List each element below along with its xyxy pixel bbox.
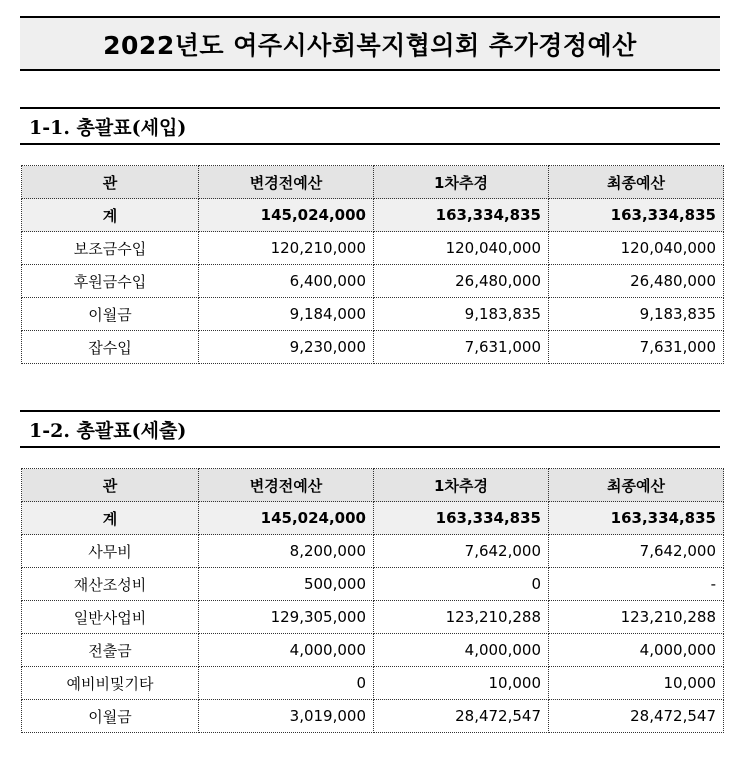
col-header-first-supp: 1차추경: [374, 469, 549, 502]
table-row-total: [22, 199, 724, 232]
row-final: 120,040,000: [549, 232, 724, 265]
col-header-final: 최종예산: [549, 166, 724, 199]
row-first-supp: 163,334,835: [374, 199, 549, 232]
row-final: 7,631,000: [549, 331, 724, 364]
row-first-supp: 4,000,000: [374, 634, 549, 667]
col-header-first-supp: 1차추경: [374, 166, 549, 199]
table-row: [22, 634, 724, 667]
row-first-supp: 7,631,000: [374, 331, 549, 364]
row-name: 이월금: [22, 700, 199, 733]
row-first-supp: 7,642,000: [374, 535, 549, 568]
row-final: 26,480,000: [549, 265, 724, 298]
col-header-before: 변경전예산: [199, 469, 374, 502]
row-before: 500,000: [199, 568, 374, 601]
table-row: [22, 331, 724, 364]
row-final: 163,334,835: [549, 502, 724, 535]
row-first-supp: 26,480,000: [374, 265, 549, 298]
row-before: 145,024,000: [199, 502, 374, 535]
row-before: 129,305,000: [199, 601, 374, 634]
row-name: 보조금수입: [22, 232, 199, 265]
expenditure-section-heading: [20, 410, 720, 448]
col-header-before: 변경전예산: [199, 166, 374, 199]
document-title-box: [20, 16, 720, 71]
table-row: [22, 667, 724, 700]
col-header-category: 관: [22, 166, 199, 199]
col-header-final: 최종예산: [549, 469, 724, 502]
row-before: 9,230,000: [199, 331, 374, 364]
row-name: 잡수입: [22, 331, 199, 364]
row-name: 이월금: [22, 298, 199, 331]
row-name: 일반사업비: [22, 601, 199, 634]
row-before: 9,184,000: [199, 298, 374, 331]
row-before: 8,200,000: [199, 535, 374, 568]
row-name: 전출금: [22, 634, 199, 667]
row-first-supp: 120,040,000: [374, 232, 549, 265]
table-row: [22, 601, 724, 634]
row-first-supp: 10,000: [374, 667, 549, 700]
row-final: 9,183,835: [549, 298, 724, 331]
row-first-supp: 28,472,547: [374, 700, 549, 733]
row-before: 6,400,000: [199, 265, 374, 298]
table-header-row: [22, 469, 724, 502]
row-name: 사무비: [22, 535, 199, 568]
row-name: 계: [22, 199, 199, 232]
row-final: 28,472,547: [549, 700, 724, 733]
row-final: 10,000: [549, 667, 724, 700]
row-before: 0: [199, 667, 374, 700]
row-name: 계: [22, 502, 199, 535]
table-header-row: [22, 166, 724, 199]
table-row: [22, 265, 724, 298]
row-final: 7,642,000: [549, 535, 724, 568]
row-final: 163,334,835: [549, 199, 724, 232]
document-title: 2022년도 여주시사회복지협의회 추가경정예산: [103, 30, 637, 60]
table-row: [22, 535, 724, 568]
col-header-category: 관: [22, 469, 199, 502]
row-before: 4,000,000: [199, 634, 374, 667]
table-row-total: [22, 502, 724, 535]
table-row: [22, 568, 724, 601]
row-final: -: [549, 568, 724, 601]
revenue-heading-text: 1-1. 총괄표(세입): [29, 116, 187, 139]
table-row: [22, 700, 724, 733]
expenditure-heading-text: 1-2. 총괄표(세출): [29, 419, 187, 442]
row-before: 3,019,000: [199, 700, 374, 733]
revenue-section-heading: [20, 107, 720, 145]
row-first-supp: 123,210,288: [374, 601, 549, 634]
row-name: 재산조성비: [22, 568, 199, 601]
row-before: 120,210,000: [199, 232, 374, 265]
expenditure-table: [21, 468, 724, 733]
row-name: 예비비및기타: [22, 667, 199, 700]
row-first-supp: 9,183,835: [374, 298, 549, 331]
row-name: 후원금수입: [22, 265, 199, 298]
table-row: [22, 298, 724, 331]
row-final: 4,000,000: [549, 634, 724, 667]
row-first-supp: 163,334,835: [374, 502, 549, 535]
table-row: [22, 232, 724, 265]
row-first-supp: 0: [374, 568, 549, 601]
revenue-table: [21, 165, 724, 364]
row-final: 123,210,288: [549, 601, 724, 634]
row-before: 145,024,000: [199, 199, 374, 232]
